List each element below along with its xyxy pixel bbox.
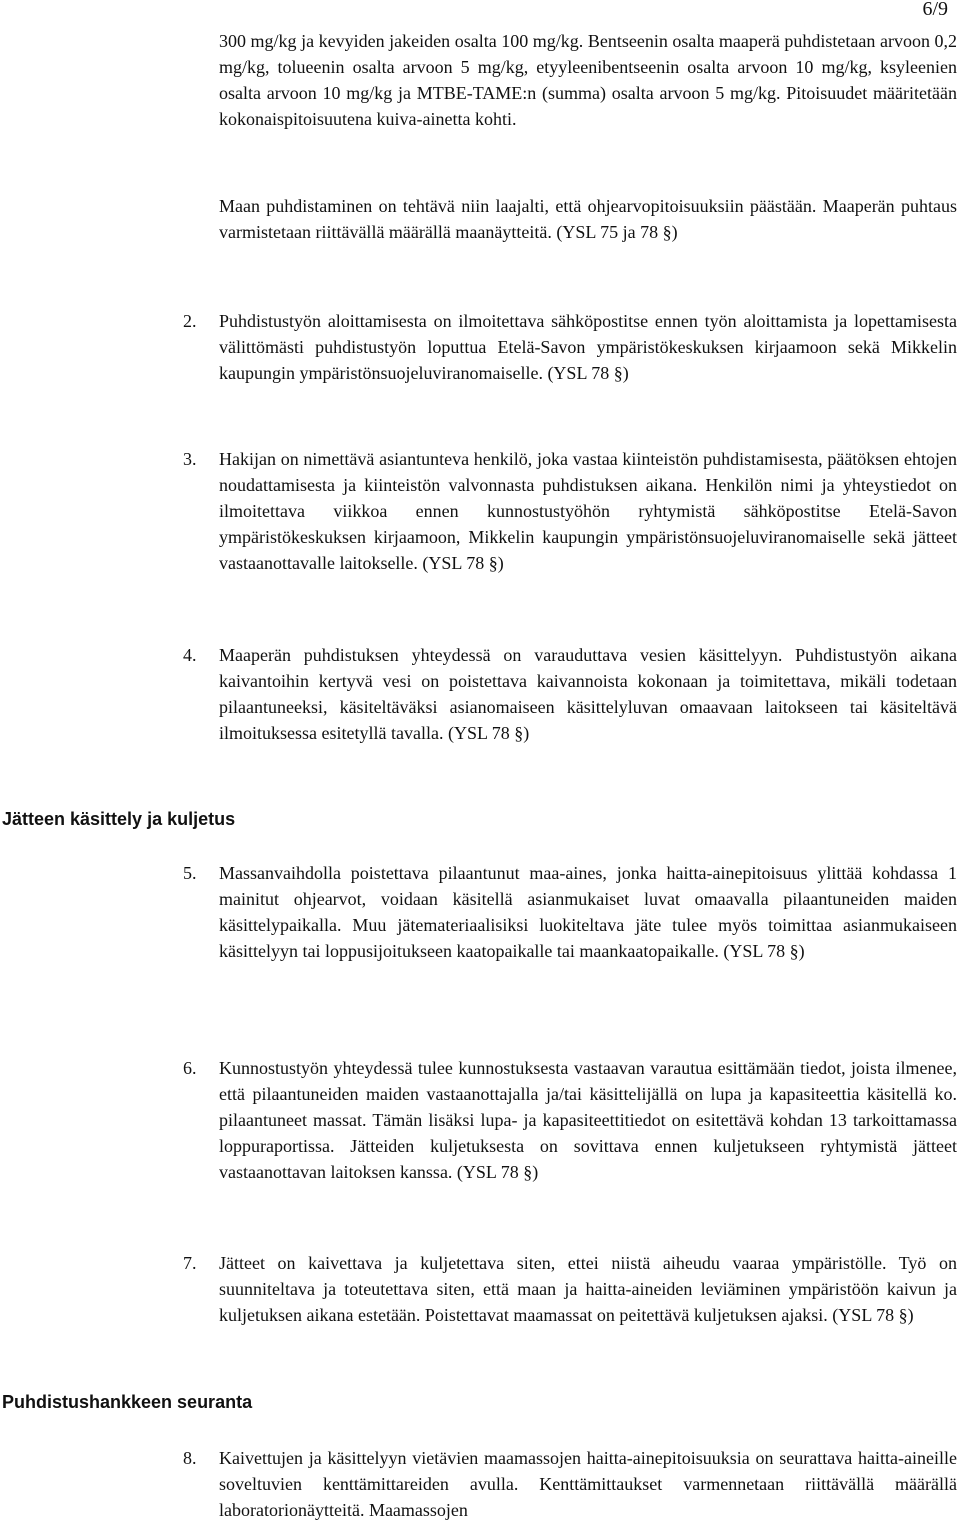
list-item-number: 2. (183, 311, 197, 331)
list-item-number: 7. (183, 1253, 197, 1273)
paragraph-soil-cleaning: Maan puhdistaminen on tehtävä niin laajalti, että ohjearvopitoisuuksiin päästään. Maaperän puhtaus varmistetaan riittävällä määrällä maanäytteitä. (YSL 75 ja 78 §) (219, 196, 957, 242)
list-item-6 (183, 1055, 957, 1185)
list-item-number: 3. (183, 449, 197, 469)
list-item-number: 5. (183, 863, 197, 883)
list-item-number: 4. (183, 645, 197, 665)
side-heading-monitoring: Puhdistushankkeen seuranta (2, 1392, 253, 1412)
list-item-7 (183, 1250, 957, 1328)
list-item-4 (183, 642, 957, 746)
list-item-text: Kaivettujen ja käsittelyyn vietävien maamassojen haitta-ainepitoisuuksia on seurattava haitta-aineille soveltuvien kenttämittareiden avulla. Kenttämittaukset varmennetaan riittävällä määrällä laboratorionäytteitä. Maamassojen (219, 1448, 957, 1520)
list-item-text: Puhdistustyön aloittamisesta on ilmoitettava sähköpostitse ennen työn aloittamista ja lopettamisesta välittömästi puhdistustyön loputtua Etelä-Savon ympäristökeskuksen kirjaamoon sekä Mikkelin kaupungin ympäristönsuojeluviranomaiselle. (YSL 78 §) (219, 311, 957, 383)
side-heading-waste: Jätteen käsittely ja kuljetus (2, 809, 236, 829)
intro-paragraph: 300 mg/kg ja kevyiden jakeiden osalta 100 mg/kg. Bentseenin osalta maaperä puhdistetaan arvoon 0,2 mg/kg, tolueenin osalta arvoon 5 mg/kg, etyyleenibentseenin osalta arvoon 10 mg/kg, ksyleenien osalta arvoon 10 mg/kg ja MTBE-TAME:n (summa) osalta arvoon 5 mg/kg. Pitoisuudet määritetään kokonaispitoisuutena kuiva-ainetta kohti. (219, 31, 957, 129)
list-item-3 (183, 446, 957, 576)
list-item-2 (183, 308, 957, 386)
list-item-5 (183, 860, 957, 964)
list-item-text: Jätteet on kaivettava ja kuljetettava siten, ettei niistä aiheudu vaaraa ympäristölle. Työ on suunniteltava ja toteutettava siten, että maan ja haitta-aineiden leviäminen ympäristöön kaivun ja kuljetuksen aikana estetään. Poistettavat maamassat on peitettävä kuljetuksen ajaksi. (YSL 78 §) (219, 1253, 957, 1325)
list-item-text: Massanvaihdolla poistettava pilaantunut maa-aines, jonka haitta-ainepitoisuus ylittää kohdassa 1 mainitut ohjearvot, voidaan käsitellä asianmukaiset luvat omaavalla pilaantuneiden maiden käsittelypaikalla. Muu jätemateriaalisiksi luokiteltava jäte tulee myös toimittaa asianmukaiseen käsittelyyn tai loppusijoitukseen kaatopaikalle tai maankaatopaikalle. (YSL 78 §) (219, 863, 957, 961)
list-item-text: Hakijan on nimettävä asiantunteva henkilö, joka vastaa kiinteistön puhdistamisesta, päätöksen ehtojen noudattamisesta ja kiinteistön valvonnasta puhdistuksen aikana. Henkilön nimi ja yhteystiedot on ilmoitettava viikkoa ennen kunnostustyöhön ryhtymistä sähköpostitse Etelä-Savon ympäristökeskuksen kirjaamoon, Mikkelin kaupungin ympäristönsuojeluviranomaiselle sekä jätteet vastaanottavalle laitokselle. (YSL 78 §) (219, 449, 957, 573)
list-item-number: 6. (183, 1058, 197, 1078)
page-number: 6/9 (922, 0, 948, 20)
list-item-text: Maaperän puhdistuksen yhteydessä on varauduttava vesien käsittelyyn. Puhdistustyön aikana kaivantoihin kertyvä vesi on poistettava kaivannoista kokonaan ja toimitettava, mikäli todetaan pilaantuneeksi, käsiteltäväksi asianomaiseen käsittelyluvan omaavaan laitokseen tai käsiteltävä ilmoituksessa esitetyllä tavalla. (YSL 78 §) (219, 645, 957, 743)
list-item-text: Kunnostustyön yhteydessä tulee kunnostuksesta vastaavan varautua esittämään tiedot, joista ilmenee, että pilaantuneiden maiden vastaanottajalla ja/tai käsittelijällä on lupa ja kapasiteettia käsitellä ko. pilaantuneet massat. Tämän lisäksi lupa- ja kapasiteettitiedot on esitettävä kohdan 13 tarkoittamassa loppuraportissa. Jätteiden kuljetuksesta on sovittava ennen kuljetukseen ryhtymistä jätteet vastaanottavan laitoksen kanssa. (YSL 78 §) (219, 1058, 957, 1182)
list-item-8 (183, 1445, 957, 1523)
list-item-number: 8. (183, 1448, 197, 1468)
